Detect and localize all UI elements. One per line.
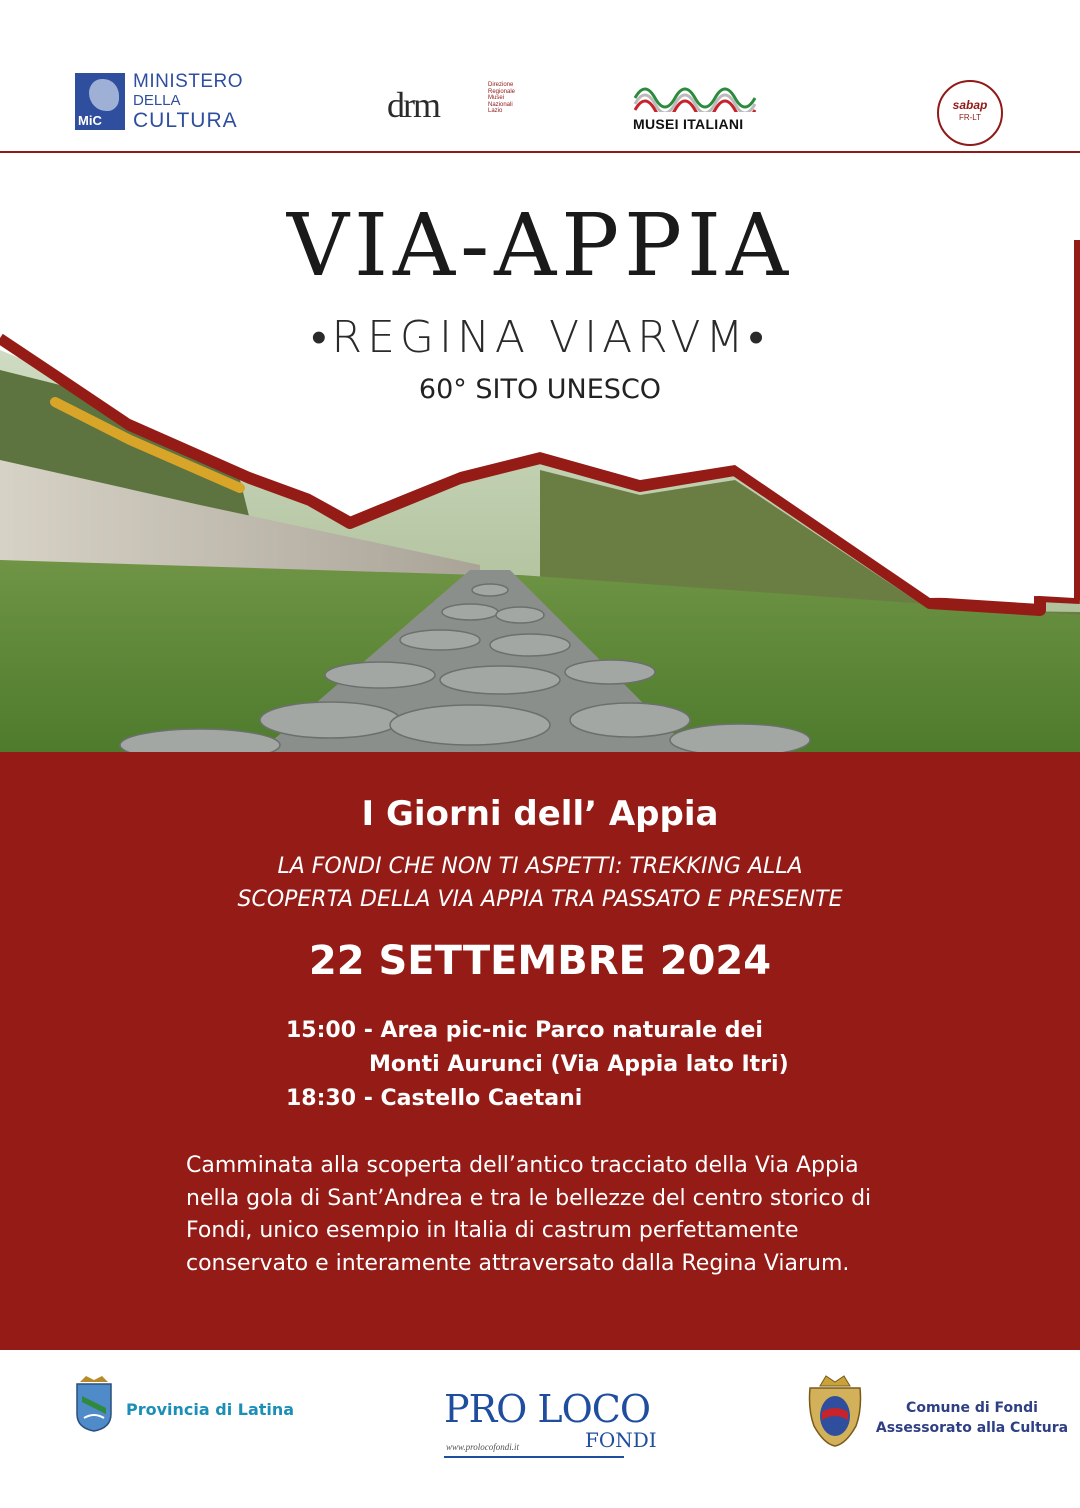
event-info-panel: [0, 752, 1080, 1350]
event-subtitle: LA FONDI CHE NON TI ASPETTI: TREKKING ALLA SCOPERTA DELLA VIA APPIA TRA PASSATO E PRESENTE: [237, 854, 843, 912]
mic-logo-icon: [75, 73, 125, 130]
drm-caption: Direzione Regionale Musei Nazionali Lazio: [488, 82, 516, 115]
event-description: Camminata alla scoperta dell’antico tracciato della Via Appia nella gola di Sant’Andrea e tra le bellezze del centro storico di Fondi, unico esempio in Italia di castrum perfettamente conservato e interamente attraversato dalla Regina Viarum.: [186, 1153, 872, 1276]
schedule-item: 15:00 - Area pic-nic Parco naturale dei: [286, 1018, 763, 1043]
footer-logos: [0, 1350, 1080, 1508]
schedule-item: Monti Aurunci (Via Appia lato Itri): [369, 1052, 789, 1077]
proloco-logo-name: PRO LOCO: [444, 1387, 651, 1431]
schedule-item: 18:30 - Castello Caetani: [286, 1086, 583, 1111]
unesco-tagline: 60° SITO UNESCO: [418, 374, 662, 405]
provincia-latina-name: Provincia di Latina: [126, 1400, 295, 1419]
mic-badge: MiC: [78, 113, 102, 128]
poster-title: VIA-APPIA: [286, 196, 794, 296]
ministero-cultura-name: MINISTERO DELLA CULTURA: [133, 71, 244, 132]
provincia-latina-crest-icon: [74, 1374, 114, 1432]
comune-fondi-name: Comune di Fondi Assessorato alla Cultura: [875, 1400, 1069, 1436]
event-date: 22 SETTEMBRE 2024: [308, 938, 772, 984]
proloco-url: www.prolocofondi.it: [446, 1442, 520, 1452]
event-title: I Giorni dell’ Appia: [361, 794, 719, 834]
musei-italiani-logo-icon: [633, 78, 763, 112]
musei-italiani-name: MUSEI ITALIANI: [633, 116, 744, 132]
proloco-city: FONDI: [585, 1428, 657, 1452]
poster-subtitle: •REGINA VIARVM•: [311, 312, 769, 363]
drm-logo-icon: drm: [387, 85, 439, 125]
comune-fondi-crest-icon: [806, 1374, 864, 1448]
event-schedule: [286, 1014, 789, 1116]
header-logos: [0, 0, 1080, 152]
header-divider: [0, 151, 1080, 153]
proloco-underline: [444, 1456, 624, 1458]
sabap-logo-icon: sabap FR-LT: [937, 80, 1003, 146]
